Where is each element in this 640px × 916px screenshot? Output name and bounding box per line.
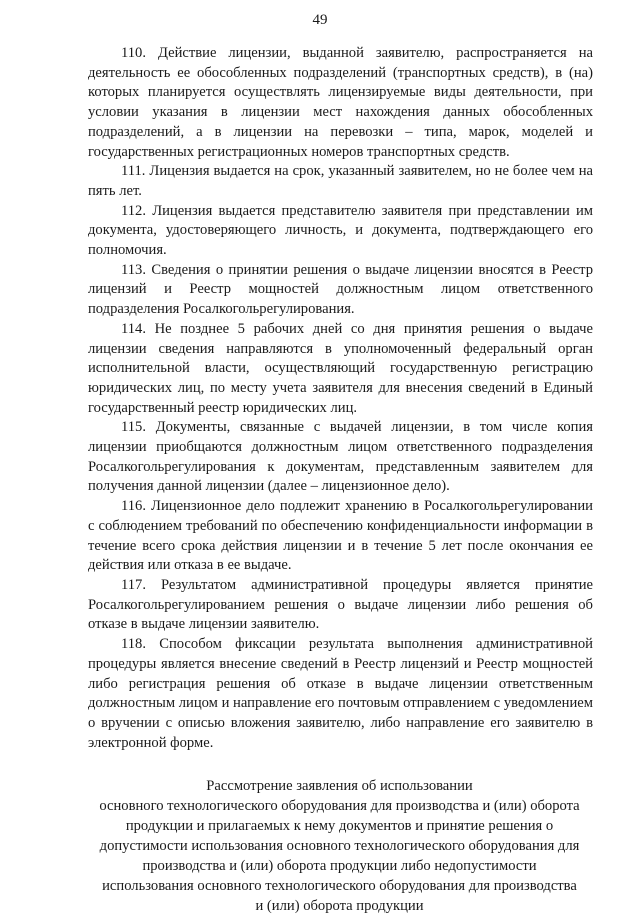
paragraph-118: 118. Способом фиксации результата выполнения административной процедуры является внесение сведений в Реестр лицензий и Реестр мощностей либо регистрация решения об отказе в выдаче лицензии ответственным должностным лицом и направление его почтовым отправлением с уведомлением о вручении с описью вложения заявителю, либо направление его заявителю в электронной форме. — [88, 636, 593, 751]
heading-line: производства и (или) оборота продукции либо недопустимости — [142, 858, 537, 875]
paragraph-112: 112. Лицензия выдается представителю заявителя при представлении им документа, удостоверяющего личность, и документа, подтверждающего его полномочия. — [88, 202, 593, 259]
paragraph-113: 113. Сведения о принятии решения о выдаче лицензии вносятся в Реестр лицензий и Реестр мощностей должностным лицом ответственного подразделения Росалкогольрегулирования. — [88, 261, 593, 318]
paragraph-115: 115. Документы, связанные с выдачей лицензии, в том числе копия лицензии приобщаются должностным лицом ответственного подразделения Росалкогольрегулирования к документам, представленным заявителем для получения данной лицензии (далее – лицензионное дело). — [88, 419, 593, 495]
heading-line: продукции и прилагаемых к нему документов и принятие решения о — [125, 818, 554, 835]
heading-line: использования основного технологического оборудования для производства — [102, 878, 577, 895]
page-number: 49 — [312, 12, 328, 28]
heading-line: Рассмотрение заявления об использовании — [206, 778, 473, 795]
paragraph-117: 117. Результатом административной процедуры является принятие Росалкогольрегулированием решения о выдаче лицензии либо решения об отказе в выдаче лицензии заявителю. — [88, 576, 593, 633]
paragraph-110: 110. Действие лицензии, выданной заявителю, распространяется на деятельность ее обособленных подразделений (транспортных средств), в (на) которых планируется осуществлять лицензируемые виды деятельности, при условии указания в лицензии мест нахождения данных обособленных подразделений, а в лицензии на перевозки – типа, марок, моделей и государственных регистрационных номеров транспортных средств. — [88, 45, 593, 160]
heading-line: основного технологического оборудования для производства и (или) оборота — [99, 798, 580, 815]
heading-line: и (или) оборота продукции — [255, 898, 424, 915]
paragraph-111: 111. Лицензия выдается на срок, указанный заявителем, но не более чем на пять лет. — [88, 163, 593, 199]
paragraph-114: 114. Не позднее 5 рабочих дней со дня принятия решения о выдаче лицензии сведения направляются в уполномоченный федеральный орган исполнительной власти, осуществляющий государственную регистрацию юридических лиц, по месту учета заявителя для внесения сведений в Единый государственный реестр юридических лиц. — [88, 320, 593, 416]
body-text — [88, 44, 593, 753]
paragraph-116: 116. Лицензионное дело подлежит хранению в Росалкогольрегулировании с соблюдением требований по обеспечению конфиденциальности информации в течение всего срока действия лицензии и в течение 5 лет после окончания ее действия или отказа в ее выдаче. — [88, 498, 593, 574]
heading-line: допустимости использования основного технологического оборудования для — [99, 838, 580, 855]
section-heading — [86, 776, 593, 916]
